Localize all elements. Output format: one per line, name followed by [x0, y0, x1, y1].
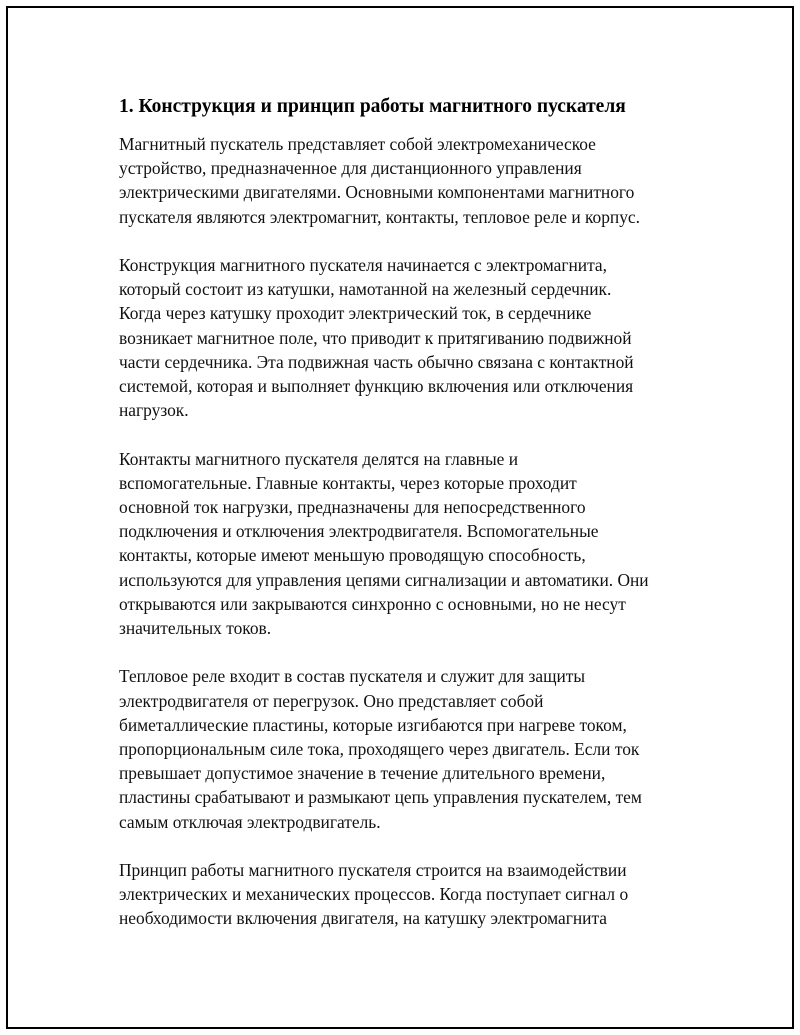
paragraph-line: используются для управления цепями сигнализации и автоматики. Они	[119, 569, 649, 590]
body-paragraph	[119, 253, 699, 422]
paragraph-line: необходимости включения двигателя, на катушку электромагнита	[119, 908, 607, 929]
body-paragraph	[119, 132, 699, 229]
paragraph-line: Когда через катушку проходит электрический ток, в сердечнике	[119, 303, 592, 324]
paragraph-line: пускателя являются электромагнит, контакты, тепловое реле и корпус.	[119, 206, 640, 227]
paragraph-line: основной ток нагрузки, предназначены для непосредственного	[119, 497, 586, 518]
paragraph-line: биметаллические пластины, которые изгибаются при нагреве током,	[119, 714, 627, 735]
body-paragraph	[119, 447, 699, 641]
paragraph-line: устройство, предназначенное для дистанционного управления	[119, 158, 582, 179]
paragraph-line: открываются или закрываются синхронно с основными, но не несут	[119, 593, 626, 614]
body-paragraph	[119, 858, 699, 931]
paragraph-line: пластины срабатывают и размыкают цепь управления пускателем, тем	[119, 787, 642, 808]
paragraph-line: вспомогательные. Главные контакты, через которые проходит	[119, 472, 577, 493]
section-heading: 1. Конструкция и принцип работы магнитного пускателя	[119, 96, 626, 117]
paragraph-line: Тепловое реле входит в состав пускателя и служит для защиты	[119, 666, 586, 687]
paragraph-line: нагрузок.	[119, 400, 189, 421]
body-paragraph	[119, 664, 699, 833]
paragraph-list	[119, 132, 699, 931]
paragraph-line: электрических и механических процессов. Когда поступает сигнал о	[119, 884, 629, 905]
paragraph-line: электрическими двигателями. Основными компонентами магнитного	[119, 182, 635, 203]
paragraph-line: значительных токов.	[119, 618, 272, 639]
paragraph-line: превышает допустимое значение в течение длительного времени,	[119, 763, 606, 784]
paragraph-line: Контакты магнитного пускателя делятся на главные и	[119, 448, 519, 469]
document-body	[119, 95, 699, 955]
paragraph-line: пропорциональным силе тока, проходящего через двигатель. Если ток	[119, 739, 640, 760]
paragraph-line: части сердечника. Эта подвижная часть обычно связана с контактной	[119, 351, 634, 372]
paragraph-line: Принцип работы магнитного пускателя строится на взаимодействии	[119, 860, 627, 881]
paragraph-line: возникает магнитное поле, что приводит к притягиванию подвижной	[119, 327, 632, 348]
paragraph-line: Магнитный пускатель представляет собой электромеханическое	[119, 134, 596, 154]
paragraph-line: самым отключая электродвигатель.	[119, 811, 381, 832]
paragraph-line: Конструкция магнитного пускателя начинается с электромагнита,	[119, 255, 607, 275]
paragraph-line: электродвигателя от перегрузок. Оно представляет собой	[119, 690, 544, 711]
paragraph-line: системой, которая и выполняет функцию включения или отключения	[119, 376, 634, 397]
paragraph-line: который состоит из катушки, намотанной на железный сердечник.	[119, 279, 612, 300]
paragraph-line: контакты, которые имеют меньшую проводящую способность,	[119, 545, 586, 566]
paragraph-line: подключения и отключения электродвигателя. Вспомогательные	[119, 521, 599, 542]
